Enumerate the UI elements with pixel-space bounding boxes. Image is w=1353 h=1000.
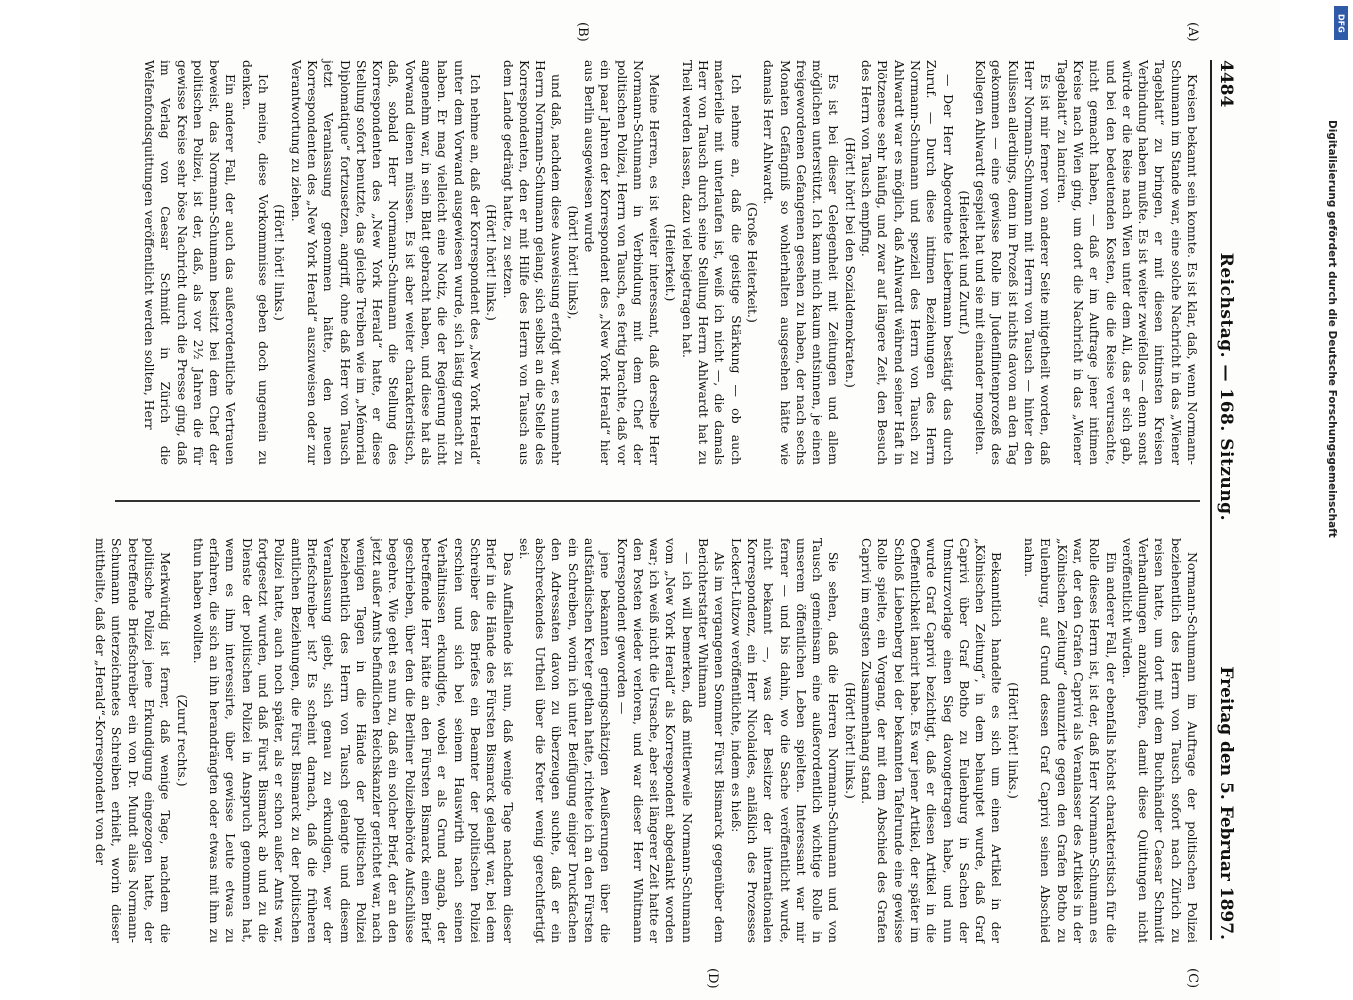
margin-marker-b: (B) [575,22,590,42]
dfg-logo: DFG [1334,6,1348,40]
paragraph: (Heiterkeit.) [663,223,679,302]
paragraph: — Der Herr Abgeordnete Liebermann bestätigt das durch Zuruf. — Durch diese intimen Beziehungen des Herrn Normann-Schumann und speziell des Herrn von Tausch zu Ahlwardt war es möglich, daß Ahlwardt während seiner Haft in Plötzensee sehr häufig, und zwar auf längere Zeit, den Besuch des Herrn von Tausch empfing. [859,60,956,465]
digitization-note: Digitalisierung gefördert durch die Deutsche Forschungsgemeinschaft [1326,120,1338,538]
session-title: Reichstag. — 168. Sitzung. [1216,252,1236,521]
right-column [93,538,1200,943]
paragraph: Das Auffallende ist nun, daß wenige Tage nachdem dieser Brief in die Hände des Fürsten Bismarck gelangt war, bei dem Schreiber des Briefes ein Beamter der politischen Polizei erschien und sich bei seinem Hauswirth nach seinen Verhältnissen erkundigte, wobei er als Grund angab, der betreffende Herr hätte an den Fürsten Bismarck einen Brief geschrieben, über den die Berliner Polizeibehörde Aufschlüsse begehre. Wie geht es nun zu, daß ein solcher Brief, der an den jetzt außer Amts befindlichen Reichskanzler gerichtet war, nach wenigen Tagen in die Hände der politischen Polizei beziehentlich des Herrn von Tausch gelangte und diesem Veranlassung giebt, sich genau zu erkundigen, wer der Briefschreiber ist? Es scheint darnach, daß die früheren amtlichen Beziehungen, die Fürst Bismarck zu der politischen Polizei hatte, auch noch später, als er schon außer Amts war, fortgesetzt wurden, und daß Fürst Bismarck ab und zu die Dienste der politischen Polizei in Anspruch genommen hat, wenn es ihm interessirte, über gewisse Leute etwas zu erfahren, die sich an ihn herandrängten oder etwas mit ihm zu thun haben wollten. [190,538,516,943]
paragraph: Sie sehen, daß die Herren Normann-Schumann und von Tausch gemeinsam eine außerordentlich wichtige Rolle in unserem öffentlichen Leben spielten. Interessant war mir ferner — und bis dahin, wo die Sache veröffentlicht wurde, nicht bekannt —, was der Besitzer der internationalen Korrespondenz, ein Herr Nicolaides, anläßlich des Prozesses Leckert-Lützow veröffentlichte, indem es hieß: [728,538,842,943]
margin-marker-a: (A) [1185,22,1200,42]
paragraph: und daß, nachdem diese Ausweisung erfolgt war, es nunmehr Herrn Normann-Schumann gelang, sich selbst an die Stelle des Korrespondenten, den er mit Hilfe des Herrn von Tausch aus dem Lande gedrängt hatte, zu setzen. [500,60,565,465]
paragraph: (Große Heiterkeit.) [744,202,760,323]
column-divider [115,500,1200,502]
paragraph: Als im vergangenen Sommer Fürst Bismarck gegenüber dem Berichterstatter Whitmann [696,538,728,943]
paragraph: Es ist mir ferner von anderer Seite mitgetheilt worden, daß Herr Normann-Schumann mit Herrn von Tausch — hinter den Kulissen allerdings, denn im Prozeß ist nichts davon an den Tag gekommen — eine gewisse Rolle im Judenflintenprozeß des Kollegen Ahlwardt gespielt hat und sie mit einander mogelten. [973,60,1054,465]
margin-marker-d: (D) [705,968,720,989]
page-number: 4484 [1216,60,1236,108]
paragraph: — ich will bemerken, daß mittlerweile Normann-Schumann vom „New York Herald“ als Korrespondent abgedankt worden war; ich weiß nicht die Ursache, aber seit längerer Zeit hatte er den Posten wieder verloren, und war dieser Herr Whitmann Korrespondent geworden — [614,538,695,943]
paragraph: (Hört! hört! bei den Sozialdemokraten.) [842,137,858,388]
paragraph: Ein anderer Fall, der auch das außerordentliche Vertrauen beweist, das Normann-Schumann besitzt bei dem Chef der politischen Polizei, ist der, daß, als vor 2½ Jahren die für gewisse Kreise sehr böse Nachricht durch die Presse ging, daß im Verlag von Caesar Schmidt in Zürich die Welfenfondsquittungen veröffentlicht werden sollten, Herr [142,60,239,465]
session-date: Freitag den 5. Februar 1897. [1216,666,1236,940]
paragraph: (Hört! hört! links.) [1005,682,1021,799]
paragraph: (hört! hört! links), [565,205,581,320]
paragraph: jene bekannten geringschätzigen Aeußerungen über die aufständischen Kreter gethan hatte, richtete ich an den Fürsten ein Schreiben, worin ich unter Beifügung einiger Druckfachen den Adressaten davon zu überzeugen suchte, daß er ein abschreckendes Urtheil über die Kreter wenig gerechtfertigt sei. [516,538,614,943]
paragraph: Es ist bei dieser Gelegenheit mit Zeitungen und allem möglichen unterstützt. Ich kann mich kaum entsinnen, je einen freigewordenen Gefangenen gesehen zu haben, der nach sechs Monaten Gefängniß so wohlerhalten ausgesehen hätte wie damals Herr Ahlwardt. [761,60,842,465]
paragraph: Ich nehme an, daß die geistige Stärkung — ob auch materielle mit unterlaufen ist, weiß ich nicht —, die damals Herr von Tausch durch seine Stellung Herrn Ahlwardt hat zu Theil werden lassen, dazu viel beigetragen hat. [679,60,744,465]
paragraph: (Hört! hört! links.) [842,682,858,799]
paragraph: Ich nehme an, daß der Korrespondent des „New York Herald“ unter dem Vorwand ausgewiesen wurde, sich lästig gemacht zu haben. Er mag vielleicht eine Notiz, die der Regierung nicht angenehm war, in sein Blatt gebracht haben, und diese hat als Vorwand dienen müssen. Es ist aber weiter charakteristisch, daß, sobald Herr Normann-Schumann die Stellung des Korrespondenten des „New York Herald“ hatte, er diese Stellung sofort benutzte, das gleiche Treiben wie im „Mémorial Diplomatique“ fortzusetzen, angriff, ohne daß Herr von Tausch jetzt Veranlassung genommen hätte, den neuen Korrespondenten des „New York Herald“ auszuweisen oder zur Verantwortung zu ziehen. [288,60,483,465]
paragraph: Meine Herren, es ist weiter interessant, daß derselbe Herr Normann-Schumann in Verbindung mit dem Chef der politischen Polizei, Herrn von Tausch, es fertig brachte, daß vor ein paar Jahren der Korrespondent des „New York Herald“ hier aus Berlin ausgewiesen wurde [582,60,663,465]
document-page [80,0,1280,1000]
paragraph: Bekanntlich handelte es sich um einen Artikel in der „Kölnischen Zeitung“, in dem behauptet wurde, daß Graf Caprivi über Graf Botho zu Eulenburg in Sachen der Umsturzvorlage einen Sieg davongetragen habe, und nun wurde Graf Caprivi bezichtigt, daß er diesen Artikel in die Oeffentlichkeit lancirt habe. Es war jener Artikel, der später im Schloß Liebenberg bei der bekannten Tafelrunde eine gewisse Rolle spielte, ein Vorgang, der mit dem Abschied des Grafen Caprivi im engsten Zusammenhang stand. [859,538,1005,943]
paragraph: (Hört! hört! links.) [272,204,288,321]
paragraph: (Zuruf rechts.) [174,694,190,787]
margin-marker-c: (C) [1185,968,1200,989]
paragraph: Kreisen bekannt sein konnte. Es ist klar, daß, wenn Normann-Schumann im Stande war, eine solche Nachricht in das „Wiener Tageblatt“ zu bringen, er mit diesen intimsten Kreisen Verbindung haben mußte. Es ist weiter zweifellos — denn sonst würde er die Reise nach Wien unter dem Ali, das er sich gab, und bei den bedeutenden Kosten, die die Reise verursachte, nicht gemacht haben, — daß er im Auftrage jener intimen Kreise nach Wien ging, um dort die Nachricht in das „Wiener Tageblatt“ zu lanciren. [1054,60,1200,465]
left-column [115,60,1200,465]
paragraph: Normann-Schumann im Auftrage der politischen Polizei beziehentlich des Herrn von Tausch sofort nach Zürich zu reisen hatte, um dort mit dem Buchhändler Caesar Schmidt Verhandlungen anzuknüpfen, damit diese Quittungen nicht veröffentlicht würden. [1119,538,1200,943]
paragraph: (Hört! hört! links.) [484,204,500,321]
paragraph: Ein anderer Fall, der ebenfalls höchst charakteristisch für die Rolle dieses Herrn ist, ist der, daß Herr Normann-Schumann es war, der den Grafen Caprivi als Veranlasser des Artikels in der „Kölnischen Zeitung“ denunzirte gegen den Grafen Botho zu Eulenburg, auf Grund dessen Graf Caprivi seinen Abschied nahm. [1022,538,1119,943]
paragraph: (Heiterkeit und Zuruf.) [956,190,972,335]
page-header [1210,60,1250,940]
paragraph: Merkwürdig ist ferner, daß wenige Tage, nachdem die politische Polizei jene Erkundigung eingezogen hatte, der betreffende Briefschreiber ein von Dr. Mundt alias Normann-Schumann unterzeichnetes Schreiben erhielt, worin dieser mittheilte, daß der „Herald“-Korrespondent von der [93,538,174,943]
paragraph: Ich meine, diese Vorkommnisse geben doch ungemein zu denken. [239,60,272,465]
